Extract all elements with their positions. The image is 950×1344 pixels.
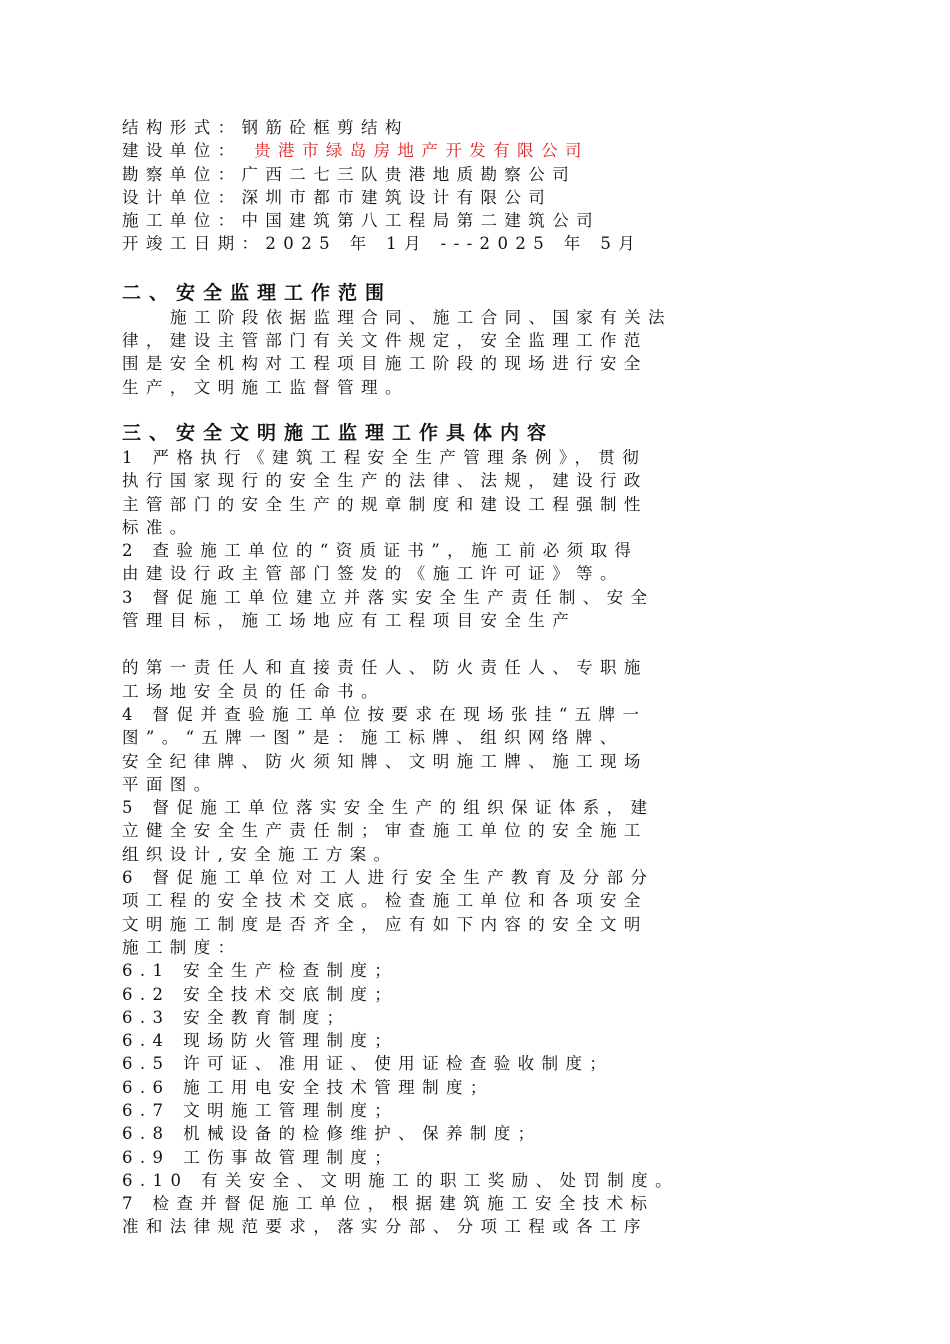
list-item: 6.6 施工用电安全技术管理制度；	[122, 1077, 494, 1097]
design-line: 设计单位：深圳市都市建筑设计有限公司	[122, 187, 553, 207]
paragraph-line: 律，建设主管部门有关文件规定，安全监理工作范	[122, 331, 648, 351]
paragraph-line: 管理目标，施工场地应有工程项目安全生产	[122, 611, 577, 631]
section2-body	[122, 306, 822, 399]
list-item: 6.1 安全生产检查制度；	[122, 961, 399, 981]
paragraph-line: 平面图。	[122, 774, 218, 794]
paragraph-line: 施工阶段依据监理合同、施工合同、国家有关法	[170, 307, 672, 327]
list-item: 6.9 工伤事故管理制度；	[122, 1147, 399, 1167]
paragraph-line: 主管部门的安全生产的规章制度和建设工程强制性	[122, 494, 648, 514]
construction-line: 施工单位：中国建筑第八工程局第二建筑公司	[122, 211, 600, 231]
paragraph-line: 由建设行政主管部门签发的《施工许可证》等。	[122, 564, 624, 584]
paragraph-line: 6 督促施工单位对工人进行安全生产教育及分部分	[122, 868, 655, 888]
paragraph-line: 生产，文明施工监督管理。	[122, 377, 409, 397]
builder-label: 建设单位：	[122, 141, 242, 161]
list-item: 6.7 文明施工管理制度；	[122, 1100, 399, 1120]
paragraph-line: 图”。“五牌一图”是：施工标牌、组织网络牌、	[122, 728, 624, 748]
list-item: 6.4 现场防火管理制度；	[122, 1031, 399, 1051]
section3-body-a	[122, 446, 822, 632]
paragraph-line: 标准。	[122, 517, 194, 537]
paragraph-line: 围是安全机构对工程项目施工阶段的现场进行安全	[122, 354, 648, 374]
paragraph-line: 4 督促并查验施工单位按要求在现场张挂“五牌一	[122, 704, 647, 724]
paragraph-line: 准和法律规范要求，落实分部、分项工程或各工序	[122, 1217, 648, 1237]
paragraph-line: 安全纪律牌、防火须知牌、文明施工牌、施工现场	[122, 751, 648, 771]
paragraph-line: 2 查验施工单位的“资质证书”，施工前必须取得	[122, 541, 639, 561]
list-item: 6.5 许可证、准用证、使用证检查验收制度；	[122, 1054, 614, 1074]
paragraph-line: 的第一责任人和直接责任人、防火责任人、专职施	[122, 658, 648, 678]
dates-line: 开竣工日期：2025 年 1月 ---2025 年 5月	[122, 234, 643, 254]
paragraph-line: 执行国家现行的安全生产的法律、法规，建设行政	[122, 471, 648, 491]
paragraph-line: 5 督促施工单位落实安全生产的组织保证体系，建	[122, 798, 655, 818]
paragraph-line: 项工程的安全技术交底。检查施工单位和各项安全	[122, 891, 648, 911]
paragraph-line: 文明施工制度是否齐全，应有如下内容的安全文明	[122, 914, 648, 934]
builder-value: 贵港市绿岛房地产开发有限公司	[254, 141, 589, 161]
paragraph-line: 立健全安全生产责任制；审查施工单位的安全施工	[122, 821, 648, 841]
list-item: 6.2 安全技术交底制度；	[122, 984, 399, 1004]
document-page	[122, 116, 822, 1239]
paragraph-line: 7 检查并督促施工单位，根据建筑施工安全技术标	[122, 1194, 655, 1214]
section3-body-b	[122, 656, 822, 1238]
builder-line	[122, 139, 822, 162]
paragraph-line: 1 严格执行《建筑工程安全生产管理条例》，贯彻	[122, 447, 647, 467]
list-item: 6.10 有关安全、文明施工的职工奖励、处罚制度。	[122, 1170, 679, 1190]
section3-title: 三、安全文明施工监理工作具体内容	[122, 421, 555, 444]
survey-line: 勘察单位：广西二七三队贵港地质勘察公司	[122, 164, 577, 184]
section2-title: 二、安全监理工作范围	[122, 281, 393, 304]
list-item: 6.8 机械设备的检修维护、保养制度；	[122, 1124, 542, 1144]
structure-line: 结构形式：钢筋砼框剪结构	[122, 118, 409, 137]
paragraph-line: 组织设计,安全施工方案。	[122, 844, 398, 864]
paragraph-line: 3 督促施工单位建立并落实安全生产责任制、安全	[122, 587, 655, 607]
paragraph-line: 施工制度：	[122, 937, 242, 957]
paragraph-line: 工场地安全员的任命书。	[122, 681, 385, 701]
list-item: 6.3 安全教育制度；	[122, 1007, 351, 1027]
